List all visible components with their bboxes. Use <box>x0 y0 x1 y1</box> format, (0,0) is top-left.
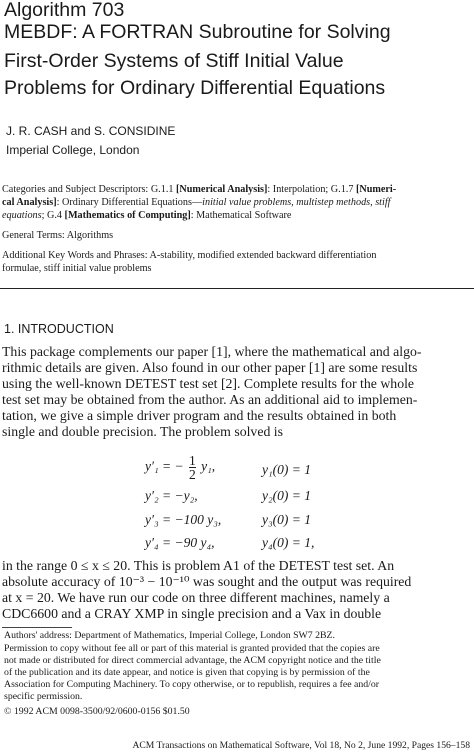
paragraph-line: in the range 0 ≤ x ≤ 20. This is problem A1 of the DETEST test set. An <box>2 558 395 573</box>
categories-term: cal Analysis] <box>2 197 57 208</box>
paragraph-line: using the well-known DETEST test set [2]. Complete results for the whole <box>2 376 415 391</box>
initial-condition: y₁(0) = 1 <box>262 462 312 477</box>
equation-rhs: y₁, <box>201 458 216 474</box>
keywords-line: Additional Key Words and Phrases: A-stability, modified extended backward differentiation <box>2 250 377 261</box>
categories-italic: equations <box>2 210 42 221</box>
categories-code: ; G.4 <box>41 210 65 221</box>
permission-line: of the publication and its date appear, and notice is given that copying is by permission of the <box>4 667 370 678</box>
categories-term: [Numeri- <box>355 184 397 195</box>
general-terms: General Terms: Algorithms <box>2 230 114 241</box>
paragraph-line: single and double precision. The problem solved is <box>2 424 283 439</box>
paragraph-line: tation, we give a simple driver program and the results obtained in both <box>2 408 397 423</box>
paragraph-line: at x = 20. We have run our code on three different machines, namely a <box>2 590 390 605</box>
fraction-numerator: 1 <box>188 453 196 468</box>
permission-line: not made or distributed for direct commercial advantage, the ACM copyright notice and the title <box>4 655 381 666</box>
categories-line <box>2 196 470 209</box>
categories-italic: initial value problems, multistep methods, stiff <box>202 197 391 208</box>
initial-condition: y₃(0) = 1 <box>262 512 312 527</box>
categories-line <box>2 183 470 196</box>
permission-line: Association for Computing Machinery. To copy otherwise, or to republish, requires a fee and/or <box>4 679 380 690</box>
paragraph-line: This package complements our paper [1], where the mathematical and algo- <box>2 344 422 359</box>
categories-code: G.1.1 <box>150 184 177 195</box>
equation: y′₄ = −90 y₄, <box>145 535 215 550</box>
categories-text: : Mathematical Software <box>190 210 292 221</box>
keywords-line: formulae, stiff initial value problems <box>2 263 152 274</box>
authors-address: Authors' address: Department of Mathematics, Imperial College, London SW7 2BZ. <box>4 630 335 641</box>
footnote-divider <box>2 627 72 628</box>
initial-condition: y₄(0) = 1, <box>262 535 315 550</box>
title-line: MEBDF: A FORTRAN Subroutine for Solving <box>4 21 391 43</box>
fraction <box>189 454 196 481</box>
algorithm-number: Algorithm 703 <box>4 0 125 21</box>
categories-line <box>2 209 470 222</box>
paragraph-line: test set may be obtained from the author. As an additional aid to implemen- <box>2 392 418 407</box>
section-heading: 1. INTRODUCTION <box>4 322 114 336</box>
categories-text: : Interpolation; G.1.7 <box>267 184 356 195</box>
equation: y′₃ = −100 y₃, <box>145 512 222 527</box>
copyright-notice: © 1992 ACM 0098-3500/92/0600-0156 $01.50 <box>4 706 190 717</box>
journal-citation: ACM Transactions on Mathematical Software, Vol 18, No 2, June 1992, Pages 156–158 <box>132 740 470 751</box>
title-line: Problems for Ordinary Differential Equations <box>4 77 386 99</box>
equation-lhs: y′₁ = − <box>145 458 184 474</box>
title-line: First-Order Systems of Stiff Initial Value <box>4 50 344 72</box>
initial-condition: y₂(0) = 1 <box>262 488 312 503</box>
authors: J. R. CASH and S. CONSIDINE <box>6 124 176 138</box>
equation <box>145 454 215 481</box>
categories-term: [Numerical Analysis] <box>176 184 268 195</box>
categories-text: : Ordinary Differential Equations— <box>56 197 203 208</box>
categories-label: Categories and Subject Descriptors: <box>2 184 149 195</box>
section-divider <box>0 288 474 289</box>
paragraph-line: absolute accuracy of 10⁻³ − 10⁻¹⁰ was sought and the output was required <box>2 574 412 589</box>
categories-term: [Mathematics of Computing] <box>64 210 191 221</box>
equation: y′₂ = −y₂, <box>145 488 198 503</box>
paragraph-line: CDC6600 and a CRAY XMP in single precision and a Vax in double <box>2 606 382 621</box>
fraction-denominator: 2 <box>188 467 196 482</box>
permission-line: Permission to copy without fee all or part of this material is granted provided that the copies are <box>4 643 380 654</box>
permission-line: specific permission. <box>4 691 83 702</box>
paragraph-line: rithmic details are given. Also found in our other paper [1] are some results <box>2 360 418 375</box>
affiliation: Imperial College, London <box>6 143 140 157</box>
